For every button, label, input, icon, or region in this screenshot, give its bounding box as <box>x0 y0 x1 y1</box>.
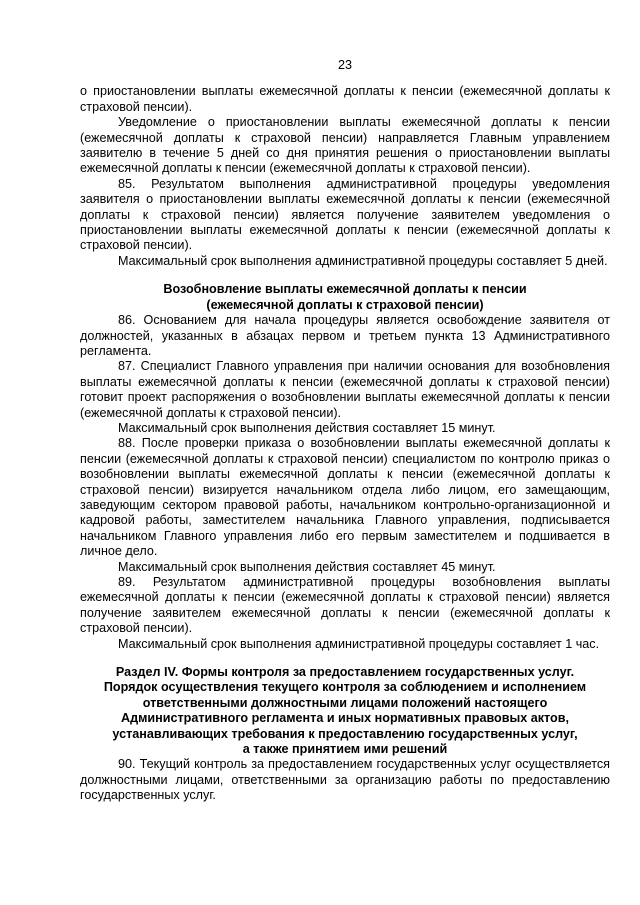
paragraph: Максимальный срок выполнения административной процедуры составляет 1 час. <box>118 636 600 651</box>
paragraph: 88. После проверки приказа о возобновлении выплаты ежемесячной доплаты к пенсии (ежемесячной доплаты к страховой пенсии) специалистом по контролю приказ о возобновлении выплаты ежемесячной доплаты к пенсии (ежемесячной доплаты к страховой пенсии) визируется начальником отдела либо лицом, его замещающим, заведующим сектором правовой работы, начальником контрольно-организационной и кадровой работы, заместителем начальника Главного управления, подписывается начальником Главного управления либо его первым заместителем и подшивается в личное дело. <box>80 436 610 559</box>
page-number: 23 <box>337 58 352 72</box>
heading-section-iv <box>80 665 610 757</box>
heading-resumption <box>80 282 610 313</box>
paragraph: 85. Результатом выполнения административной процедуры уведомления заявителя о приостановлении выплаты ежемесячной доплаты к пенсии (ежемесячной доплаты к страховой пенсии) является получение заявителем уведомления о приостановлении выплаты ежемесячной доплаты к пенсии (ежемесячной доплаты к страховой пенсии). <box>80 176 610 253</box>
paragraph: 90. Текущий контроль за предоставлением государственных услуг осуществляется должностными лицами, ответственными за организацию работы по предоставлению государственных услуг. <box>80 757 610 803</box>
spacer <box>80 269 610 282</box>
paragraph: 89. Результатом административной процедуры возобновления выплаты ежемесячной доплаты к пенсии (ежемесячной доплаты к страховой пенсии) является получение заявителем ежемесячной доплаты к пенсии (ежемесячной доплаты к страховой пенсии). <box>80 575 610 636</box>
section-control <box>80 757 610 803</box>
heading-line: Возобновление выплаты ежемесячной доплаты к пенсии <box>163 282 527 297</box>
section-resumption <box>80 313 610 652</box>
heading-line: Административного регламента и иных нормативных правовых актов, <box>121 711 569 726</box>
paragraph: Уведомление о приостановлении выплаты ежемесячной доплаты к пенсии (ежемесячной доплаты к страховой пенсии) направляется Главным управлением заявителю в течение 5 дней со дня принятия решения о приостановлении выплаты ежемесячной доплаты к пенсии (ежемесячной доплаты к страховой пенсии). <box>80 115 610 176</box>
paragraph: 86. Основанием для начала процедуры является освобождение заявителя от должностей, указанных в абзацах первом и третьем пункта 13 Административного регламента. <box>80 313 610 358</box>
heading-line: (ежемесячной доплаты к страховой пенсии) <box>206 297 484 312</box>
paragraph: Максимальный срок выполнения административной процедуры составляет 5 дней. <box>118 253 608 268</box>
heading-line: Раздел IV. Формы контроля за предоставлением государственных услуг. <box>115 665 575 680</box>
paragraph: о приостановлении выплаты ежемесячной доплаты к пенсии (ежемесячной доплаты к страховой пенсии). <box>80 84 610 114</box>
heading-line: устанавливающих требования к предоставлению государственных услуг, <box>112 726 578 741</box>
paragraph: Максимальный срок выполнения действия составляет 15 минут. <box>118 420 496 435</box>
heading-line: Порядок осуществления текущего контроля за соблюдением и исполнением <box>103 680 587 695</box>
spacer <box>80 652 610 665</box>
paragraph: Максимальный срок выполнения действия составляет 45 минут. <box>118 559 496 574</box>
heading-line: а также принятием ими решений <box>242 742 448 757</box>
paragraph: 87. Специалист Главного управления при наличии основания для возобновления выплаты ежемесячной доплаты к пенсии (ежемесячной доплаты к страховой пенсии) готовит проект распоряжения о возобновлении выплаты ежемесячной доплаты к пенсии (ежемесячной доплаты к страховой пенсии). <box>80 359 610 420</box>
heading-line: ответственными должностными лицами положений настоящего <box>142 695 548 710</box>
section-suspension-notice <box>80 84 610 269</box>
